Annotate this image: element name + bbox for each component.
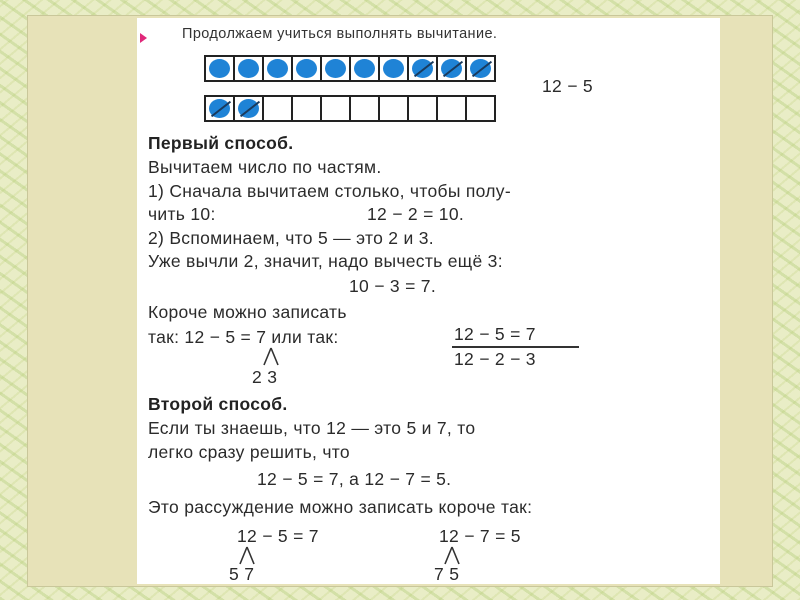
grid-cell — [206, 97, 235, 120]
method1-line-3b: 12 − 2 = 10. — [367, 204, 465, 224]
grid-cell — [235, 97, 264, 120]
method1-line-6: 10 − 3 = 7. — [349, 276, 436, 296]
method1-heading: Первый способ. — [148, 133, 294, 153]
grid-expression: 12 − 5 — [542, 76, 593, 96]
fraction-line — [452, 346, 579, 348]
bullet-marker-icon — [140, 33, 147, 43]
split-numbers-right: 7 5 — [434, 564, 460, 584]
method2-heading: Второй способ. — [148, 394, 288, 414]
grid-cell — [409, 97, 438, 120]
grid-cell — [264, 97, 293, 120]
grid-cell — [293, 97, 322, 120]
fraction-bottom: 12 − 2 − 3 — [454, 349, 536, 369]
grid-cell — [351, 97, 380, 120]
grid-cell — [438, 57, 467, 80]
grid-cell — [322, 57, 351, 80]
grid-cell — [322, 97, 351, 120]
method1-line-4: 2) Вспоминаем, что 5 — это 2 и 3. — [148, 228, 434, 248]
counter-dot-icon — [325, 59, 346, 78]
method2-equation-right: 12 − 7 = 5 — [439, 526, 521, 546]
method2-line-4: Это рассуждение можно записать короче так: — [148, 497, 533, 517]
grid-cell — [235, 57, 264, 80]
grid-cell — [467, 97, 494, 120]
method1-line-7: Короче можно записать — [148, 302, 347, 322]
method1-line-8: так: 12 − 5 = 7 или так: — [148, 327, 339, 347]
counter-dot-icon — [383, 59, 404, 78]
counting-grid-row-1 — [204, 55, 496, 82]
grid-cell — [351, 57, 380, 80]
method1-line-2: 1) Сначала вычитаем столько, чтобы полу- — [148, 181, 511, 201]
counter-dot-icon — [296, 59, 317, 78]
fraction-top: 12 − 5 = 7 — [454, 324, 536, 344]
method1-line-3a: чить 10: — [148, 204, 216, 224]
grid-cell — [438, 97, 467, 120]
counter-dot-icon — [354, 59, 375, 78]
grid-cell — [409, 57, 438, 80]
grid-cell — [380, 57, 409, 80]
grid-cell — [206, 57, 235, 80]
method2-line-3: 12 − 5 = 7, а 12 − 7 = 5. — [257, 469, 452, 489]
counter-dot-icon — [238, 59, 259, 78]
method2-line-1: Если ты знаешь, что 12 — это 5 и 7, то — [148, 418, 476, 438]
grid-cell — [467, 57, 494, 80]
counting-grid-row-2 — [204, 95, 496, 122]
method1-line-5: Уже вычли 2, значит, надо вычесть ещё 3: — [148, 251, 503, 271]
grid-cell — [264, 57, 293, 80]
counter-dot-icon — [209, 59, 230, 78]
split-branch-icon — [261, 346, 281, 368]
split-numbers-left: 5 7 — [229, 564, 255, 584]
page-title: Продолжаем учиться выполнять вычитание. — [182, 26, 498, 42]
grid-cell — [380, 97, 409, 120]
grid-cell — [293, 57, 322, 80]
method2-equation-left: 12 − 5 = 7 — [237, 526, 319, 546]
method1-line-1: Вычитаем число по частям. — [148, 157, 382, 177]
textbook-page — [137, 18, 720, 584]
method2-line-2: легко сразу решить, что — [148, 442, 350, 462]
split-numbers-1: 2 3 — [252, 367, 278, 387]
counter-dot-icon — [267, 59, 288, 78]
